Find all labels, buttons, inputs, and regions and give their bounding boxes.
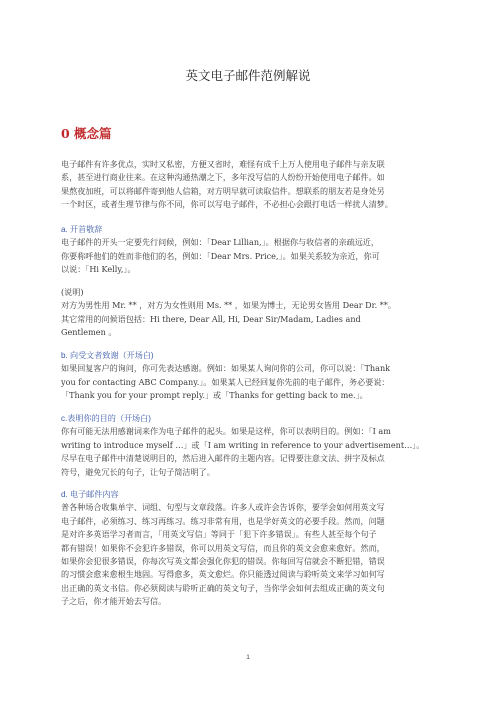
text-line: 果熬夜加班，可以将邮件寄到他人信箱，对方明早就可读取信件。想联系的朋友若是身处另: [61, 185, 385, 196]
text-line: 电子邮件的开头一定要先行问候，例如：「Dear Lillian,」。根据你与收信者的亲疏远近，: [61, 237, 379, 248]
text-line: 的习惯会愈来愈根生地固。写得愈多，英文愈烂。你只能透过阅读与聆听英文来学习如何写: [61, 569, 385, 580]
page-number: 1: [246, 654, 250, 661]
text-line: 你要称呼他们的姓而非他们的名，例如：「Dear Mrs. Price,」。如果关系较为亲近，你可: [61, 250, 380, 261]
text-line: 都有错误！如果你不会犯许多错误，你可以用英文写信，而且你的英文会愈来愈好。然而，: [61, 542, 385, 553]
text-line: 你有可能无法用感谢词来作为电子邮件的起头。如果是这样，你可以表明目的。例如：「I am: [61, 426, 391, 437]
text-line: 以说：「Hi Kelly,」。: [61, 264, 136, 275]
section-heading: c.表明你的目的（开场白): [61, 414, 151, 423]
section-b: [61, 349, 439, 403]
section-heading: a. 开首敬辞: [61, 225, 103, 234]
text-line: 普各种场合收集单字、词组、句型与文章段落。许多人或许会告诉你，要学会如何用英文写: [61, 502, 385, 513]
text-line: 如果回复客户的询问，你可先表达感谢。例如：如果某人询问你的公司，你可以说：「Thank: [61, 363, 391, 374]
text-line: 符号，避免冗长的句子，让句子简洁明了。: [61, 466, 215, 477]
section-heading: d. 电子邮件内容: [61, 490, 119, 499]
text-line: 电子邮件，必须练习、练习再练习。练习非常有用，也是学好英文的必要手段。然而，问题: [61, 515, 385, 526]
text-line: 「Thank you for your prompt reply.」或「Thanks for getting back to me.」。: [61, 390, 368, 401]
section-d: [61, 488, 439, 609]
text-line: 子之后，你才能开始去写信。: [61, 596, 167, 607]
chapter-heading: 0 概念篇: [61, 126, 112, 141]
text-line: 出正确的英文书信。你必须阅读与聆听正确的英文句子，当你学会如何去组成正确的英文句: [61, 582, 385, 593]
page-title: 英文电子邮件范例解说: [185, 68, 311, 83]
text-line: Gentlemen 。: [61, 327, 117, 338]
note-section: [61, 286, 439, 340]
text-line: 尽早在电子邮件中清楚说明目的，然后进入邮件的主题内容。记得要注意文法、拼字及标点: [61, 453, 385, 464]
text-line: 系，甚至进行商业往来。在这种沟通热潮之下，多年没写信的人纷纷开始使用电子邮件。如: [61, 172, 385, 183]
intro-paragraph: [61, 158, 439, 212]
text-line: 其它常用的问候语包括：Hi there, Dear All, Hi, Dear Sir/Madam, Ladies and: [61, 313, 361, 324]
text-line: 电子邮件有许多优点，实时又私密，方便又省时，难怪有成千上万人使用电子邮件与亲友联: [61, 159, 385, 169]
text-line: 如果你会犯很多错误，你每次写英文都会强化你犯的错误。你每回写信就会不断犯错，错误: [61, 556, 385, 567]
text-line: 一个时区，或者生理节律与你不同，你可以写电子邮件，不必担心会跟打电话一样扰人清梦。: [61, 199, 393, 210]
note-heading: (说明): [61, 287, 84, 297]
text-line: you for contacting ABC Company.」。如果某人已经回复你先前的电子邮件，务必要说：: [61, 376, 390, 387]
text-line: writing to introduce myself …」或「I am writing in reference to your advertisement…」。: [61, 439, 425, 450]
section-heading: b. 向受文者致谢（开场白): [61, 351, 154, 360]
section-c: [61, 412, 439, 479]
text-line: 是对许多英语学习者而言，「用英文写信」等同于「犯下许多错误」。有些人甚至每个句子: [61, 529, 377, 540]
section-a: [61, 223, 439, 277]
text-line: 对方为男性用 Mr. ** ，对方为女性则用 Ms. ** ，如果为博士，无论男女皆用 Dear Dr. **。: [61, 300, 396, 311]
